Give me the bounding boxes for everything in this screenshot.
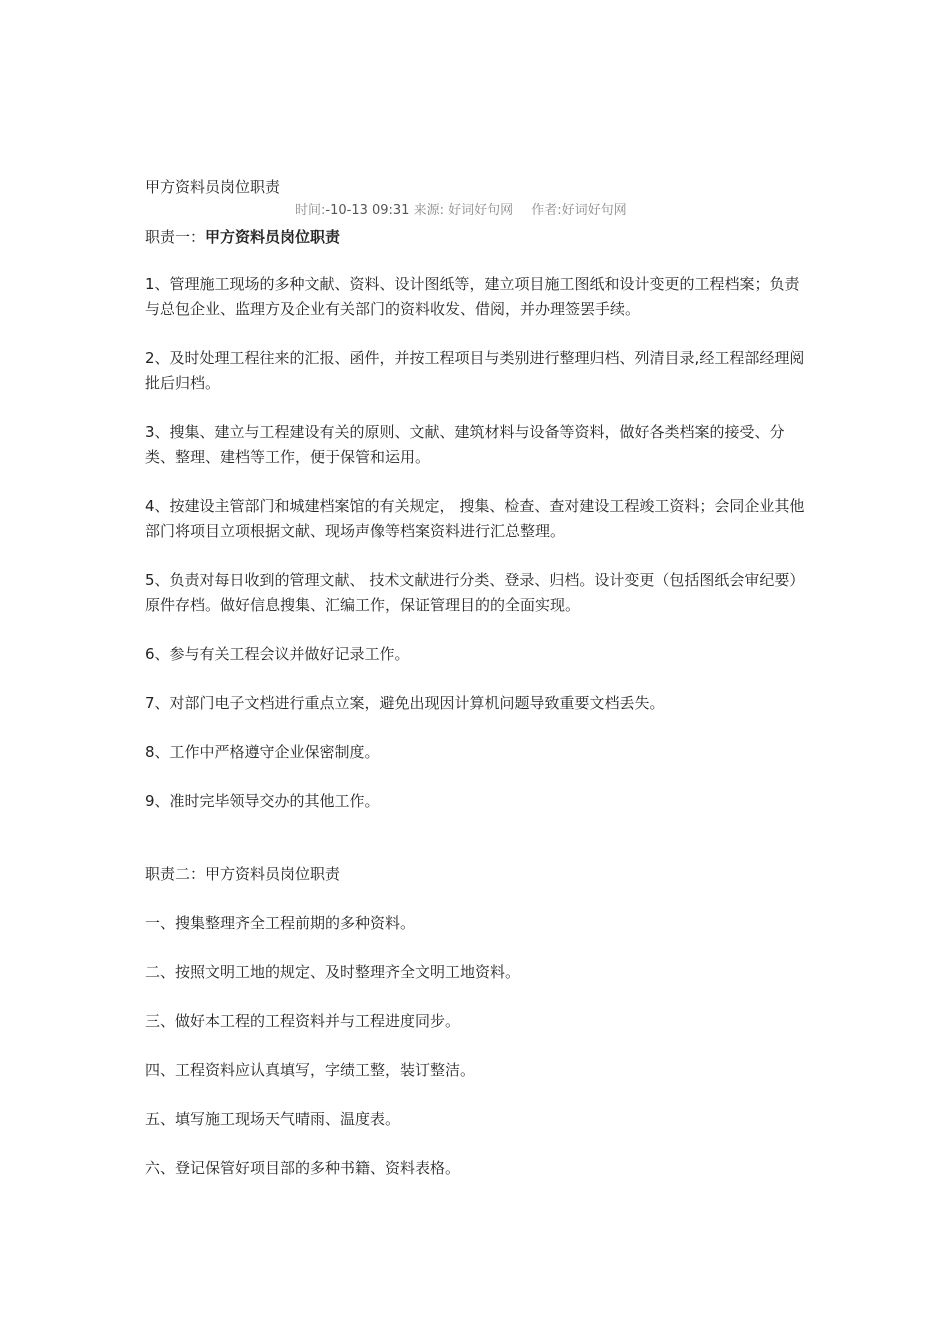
author-label: 作者: — [531, 203, 562, 218]
section2-heading: 职责二：甲方资料员岗位职责 — [145, 865, 341, 883]
publish-date: -10-13 09:31 — [325, 203, 410, 218]
time-label: 时间: — [295, 203, 326, 218]
section1-item-7: 7、对部门电子文档进行重点立案，避免出现因计算机问题导致重要文档丢失。 — [145, 694, 665, 712]
source-name: 好词好句网 — [448, 203, 514, 218]
section1-item-4: 4、按建设主管部门和城建档案馆的有关规定， 搜集、检查、查对建设工程竣工资料；会同企业其他部门将项目立项根据文献、现场声像等档案资料进行汇总整理。 — [145, 497, 805, 540]
section1-heading — [145, 226, 805, 248]
section1-item-6: 6、参与有关工程会议并做好记录工作。 — [145, 645, 410, 663]
section1-item-5: 5、负责对每日收到的管理文献、 技术文献进行分类、登录、归档。设计变更（包括图纸会审纪要）原件存档。做好信息搜集、汇编工作，保证管理目的的全面实现。 — [145, 571, 805, 614]
article-meta — [295, 202, 805, 220]
section2-item-4: 四、工程资料应认真填写，字绩工整，装订整洁。 — [145, 1061, 476, 1079]
section2-item-1: 一、搜集整理齐全工程前期的多种资料。 — [145, 914, 416, 932]
section2-item-6: 六、登记保管好项目部的多种书籍、资料表格。 — [145, 1159, 461, 1177]
section1-item-1: 1、管理施工现场的多种文献、资料、设计图纸等，建立项目施工图纸和设计变更的工程档案；负责与总包企业、监理方及企业有关部门的资料收发、借阅，并办理签罢手续。 — [145, 275, 800, 318]
section1-prefix: 职责一： — [145, 228, 206, 246]
section1-item-3: 3、搜集、建立与工程建设有关的原则、文献、建筑材料与设备等资料，做好各类档案的接受、分类、整理、建档等工作，便于保管和运用。 — [145, 423, 785, 466]
section2-item-5: 五、填写施工现场天气晴雨、温度表。 — [145, 1110, 401, 1128]
section2-item-3: 三、做好本工程的工程资料并与工程进度同步。 — [145, 1012, 461, 1030]
article-title: 甲方资料员岗位职责 — [145, 178, 281, 196]
section1-item-9: 9、准时完毕领导交办的其他工作。 — [145, 792, 380, 810]
section1-item-8: 8、工作中严格遵守企业保密制度。 — [145, 743, 380, 761]
source-label: 来源: — [413, 203, 444, 218]
author-name: 好词好句网 — [561, 203, 627, 218]
document-body — [145, 176, 805, 1181]
section2-item-2: 二、按照文明工地的规定、及时整理齐全文明工地资料。 — [145, 963, 521, 981]
section1-title: 甲方资料员岗位职责 — [205, 228, 341, 246]
section1-item-2: 2、及时处理工程往来的汇报、函件，并按工程项目与类别进行整理归档、列清目录,经工程部经理阅批后归档。 — [145, 349, 805, 392]
